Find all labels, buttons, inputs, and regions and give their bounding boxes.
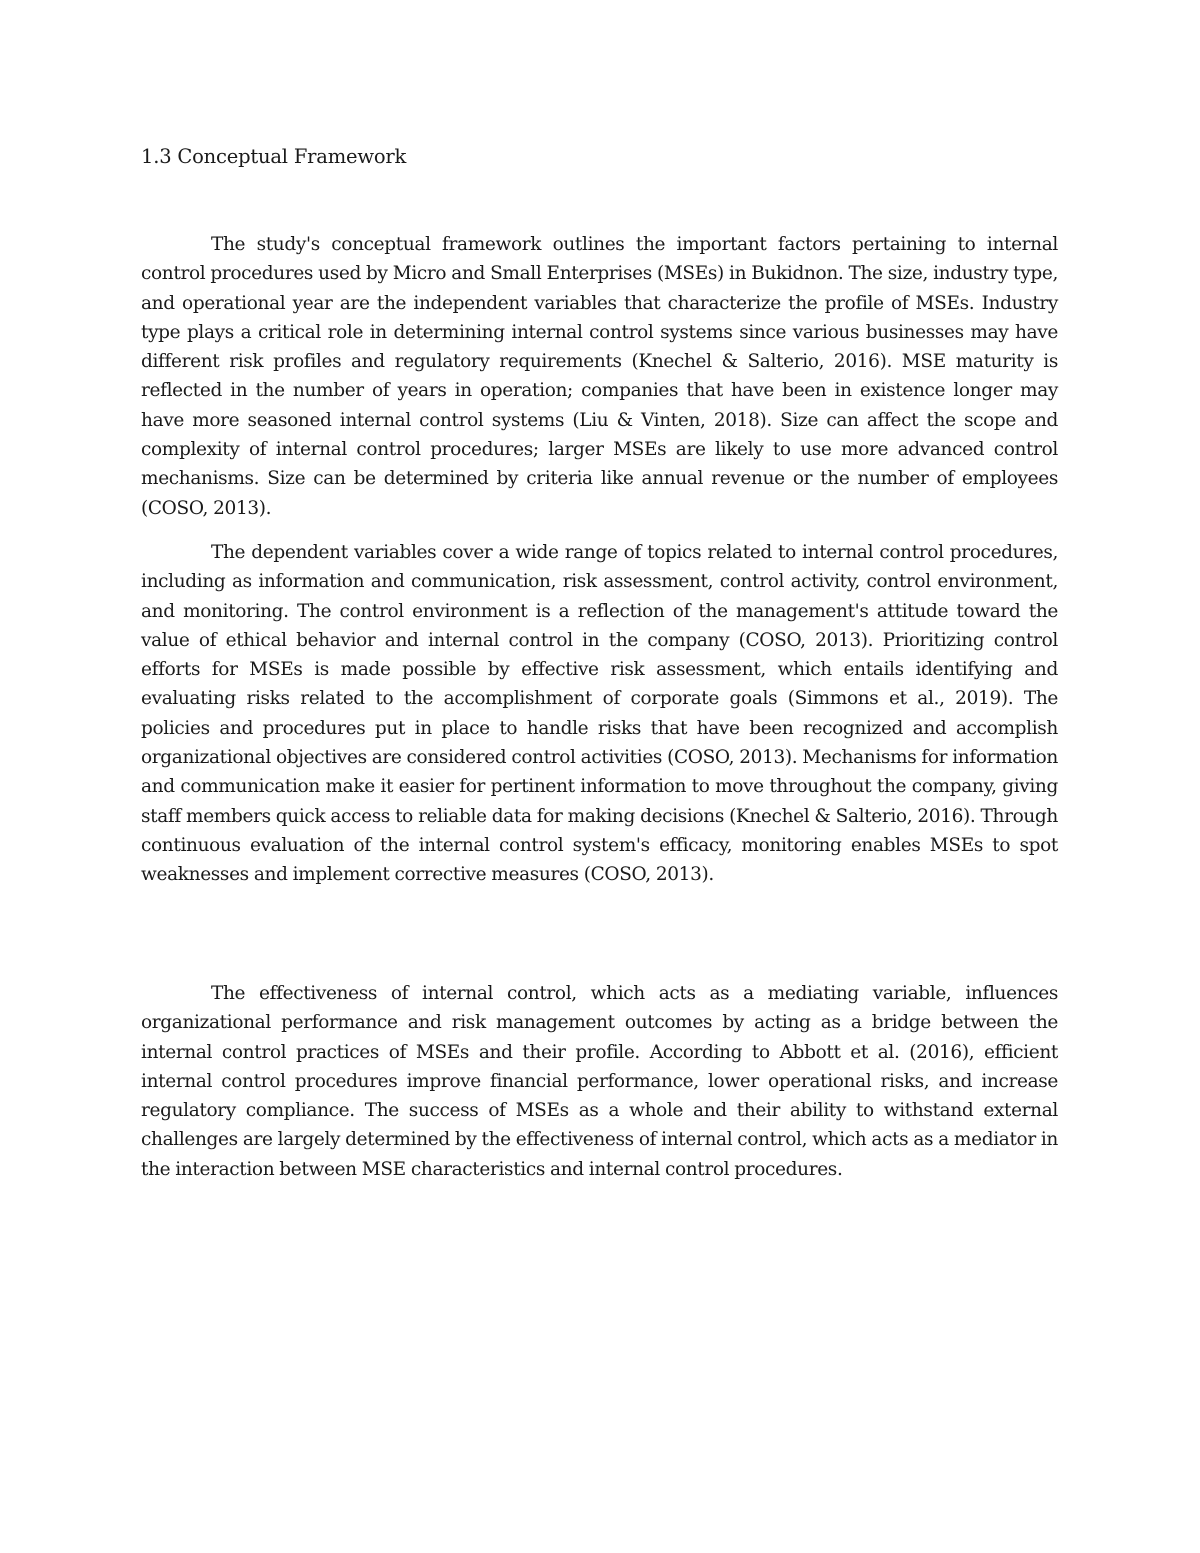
paragraph-independent-variables: The study's conceptual framework outlines the important factors pertaining to internal control procedures used by Micro and Small Enterprises (MSEs) in Bukidnon. The size, industry type, and operational year are the independent variables that characterize the profile of MSEs. Industry type plays a critical role in determining internal control systems since various businesses may have different risk profiles and regulatory requirements (Knechel & Salterio, 2016). MSE maturity is reflected in the number of years in operation; companies that have been in existence longer may have more seasoned internal control systems (Liu & Vinten, 2018). Size can affect the scope and complexity of internal control procedures; larger MSEs are likely to use more advanced control mechanisms. Size can be determined by criteria like annual revenue or the number of employees (COSO, 2013). (141, 234, 1058, 519)
section-heading: 1.3 Conceptual Framework (141, 145, 407, 168)
paragraph-mediating-variable: The effectiveness of internal control, which acts as a mediating variable, influences organizational performance and risk management outcomes by acting as a bridge between the internal control practices of MSEs and their profile. According to Abbott et al. (2016), efficient internal control procedures improve financial performance, lower operational risks, and increase regulatory compliance. The success of MSEs as a whole and their ability to withstand external challenges are largely determined by the effectiveness of internal control, which acts as a mediator in the interaction between MSE characteristics and internal control procedures. (141, 983, 1058, 1180)
paragraph-dependent-variables: The dependent variables cover a wide range of topics related to internal control procedures, including as information and communication, risk assessment, control activity, control environment, and monitoring. The control environment is a reflection of the management's attitude toward the value of ethical behavior and internal control in the company (COSO, 2013). Prioritizing control efforts for MSEs is made possible by effective risk assessment, which entails identifying and evaluating risks related to the accomplishment of corporate goals (Simmons et al., 2019). The policies and procedures put in place to handle risks that have been recognized and accomplish organizational objectives are considered control activities (COSO, 2013). Mechanisms for information and communication make it easier for pertinent information to move throughout the company, giving staff members quick access to reliable data for making decisions (Knechel & Salterio, 2016). Through continuous evaluation of the internal control system's efficacy, monitoring enables MSEs to spot weaknesses and implement corrective measures (COSO, 2013). (141, 542, 1058, 886)
